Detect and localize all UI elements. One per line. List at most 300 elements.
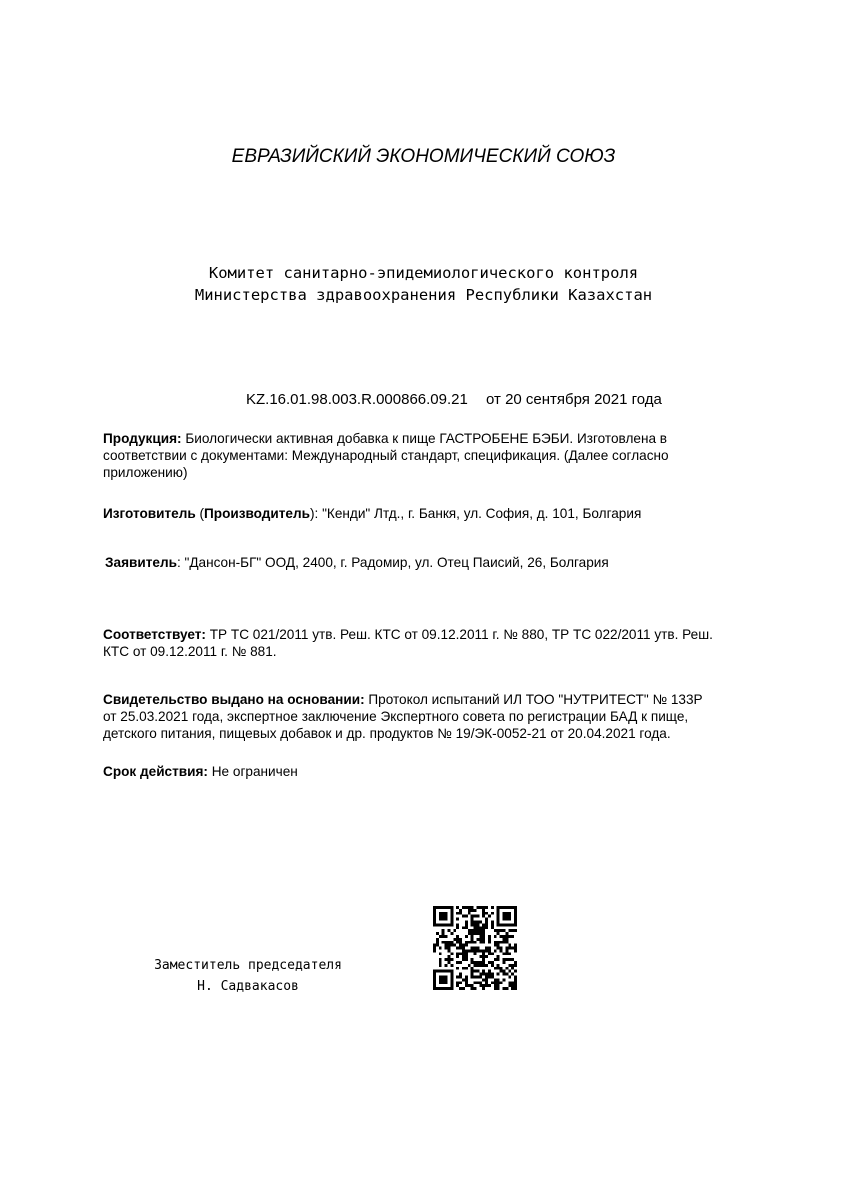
signature-block <box>143 955 353 997</box>
qr-module <box>445 976 448 979</box>
qr-module <box>439 976 442 979</box>
qr-module <box>511 958 514 961</box>
qr-module <box>465 984 468 987</box>
qr-module <box>476 929 479 932</box>
qr-module <box>456 984 459 987</box>
qr-module <box>450 987 453 990</box>
qr-module <box>508 923 511 926</box>
qr-module <box>500 935 503 938</box>
qr-module <box>488 947 491 950</box>
qr-module <box>505 915 508 918</box>
qr-module <box>479 926 482 929</box>
qr-module <box>450 976 453 979</box>
qr-module <box>482 978 485 981</box>
qr-module <box>485 955 488 958</box>
qr-module <box>442 935 445 938</box>
qr-module <box>439 935 442 938</box>
qr-module <box>482 987 485 990</box>
qr-module <box>462 915 465 918</box>
qr-module <box>474 926 477 929</box>
qr-module <box>482 932 485 935</box>
qr-module <box>465 941 468 944</box>
qr-module <box>497 947 500 950</box>
basis-field <box>103 691 718 742</box>
qr-module <box>497 932 500 935</box>
qr-module <box>476 932 479 935</box>
qr-module <box>508 984 511 987</box>
qr-module <box>468 932 471 935</box>
qr-module <box>436 987 439 990</box>
applicant-field: Заявитель: "Дансон-БГ" ООД, 2400, г. Радомир, ул. Отец Паисий, 26, Болгария <box>105 555 609 570</box>
qr-module <box>491 906 494 909</box>
product-label: Продукция: <box>103 431 182 446</box>
qr-module <box>511 964 514 967</box>
qr-module <box>439 981 442 984</box>
qr-module <box>514 915 517 918</box>
qr-module <box>474 961 477 964</box>
qr-module <box>442 941 445 944</box>
qr-module <box>505 932 508 935</box>
qr-module <box>503 941 506 944</box>
qr-module <box>465 906 468 909</box>
qr-module <box>505 918 508 921</box>
qr-module <box>439 964 442 967</box>
qr-module <box>436 932 439 935</box>
qr-module <box>450 912 453 915</box>
qr-module <box>476 926 479 929</box>
qr-module <box>497 981 500 984</box>
qr-module <box>482 909 485 912</box>
qr-module <box>514 964 517 967</box>
qr-module <box>503 987 506 990</box>
qr-module <box>465 949 468 952</box>
qr-module <box>500 923 503 926</box>
qr-module <box>442 918 445 921</box>
qr-module <box>485 947 488 950</box>
qr-module <box>459 973 462 976</box>
qr-module <box>514 918 517 921</box>
qr-module <box>500 949 503 952</box>
qr-module <box>505 967 508 970</box>
committee-line-1: Комитет санитарно-эпидемиологического контроля <box>208 264 639 282</box>
qr-module <box>479 935 482 938</box>
qr-module <box>474 970 477 973</box>
qr-module <box>450 920 453 923</box>
qr-module <box>433 981 436 984</box>
qr-module <box>433 918 436 921</box>
qr-module <box>508 906 511 909</box>
qr-module <box>485 906 488 909</box>
qr-module <box>442 981 445 984</box>
qr-module <box>456 918 459 921</box>
qr-module <box>465 976 468 979</box>
qr-module <box>465 955 468 958</box>
qr-module <box>476 938 479 941</box>
qr-module <box>482 926 485 929</box>
qr-module <box>505 906 508 909</box>
qr-module <box>497 918 500 921</box>
qr-module <box>482 935 485 938</box>
qr-module <box>497 912 500 915</box>
qr-module <box>511 947 514 950</box>
qr-module <box>508 935 511 938</box>
qr-module <box>445 915 448 918</box>
qr-module <box>447 929 450 932</box>
qr-module <box>433 944 436 947</box>
validity-value: Не ограничен <box>211 764 298 779</box>
qr-module <box>433 970 436 973</box>
qr-module <box>508 912 511 915</box>
certificate-date: от 20 сентября 2021 года <box>486 391 662 408</box>
qr-module <box>503 918 506 921</box>
conforms-value: ТР ТС 021/2011 утв. Реш. КТС от 09.12.2011 г. № 880, ТР ТС 022/2011 утв. Реш. КТС от 09.12.2011 г. № 881. <box>103 627 713 659</box>
producer-label: Производитель <box>204 506 310 521</box>
qr-module <box>482 912 485 915</box>
qr-module <box>436 938 439 941</box>
qr-module <box>445 978 448 981</box>
qr-module <box>459 952 462 955</box>
qr-module <box>479 961 482 964</box>
qr-module <box>485 926 488 929</box>
qr-module <box>450 984 453 987</box>
qr-module <box>442 906 445 909</box>
qr-module <box>456 952 459 955</box>
qr-module <box>474 947 477 950</box>
qr-module <box>450 906 453 909</box>
qr-module <box>433 909 436 912</box>
qr-module <box>476 915 479 918</box>
qr-module <box>479 976 482 979</box>
basis-value: Протокол испытаний ИЛ ТОО "НУТРИТЕСТ" № 133Р от 25.03.2021 года, экспертное заключение Экспертного совета по регистрации БАД к пище, детского питания, пищевых добавок и др. продуктов № 19/ЭК-0052-21 от 20.04.2021 года. <box>103 692 703 741</box>
committee-title <box>0 262 847 306</box>
qr-module <box>447 906 450 909</box>
qr-module <box>450 973 453 976</box>
qr-module <box>433 973 436 976</box>
qr-module <box>474 964 477 967</box>
qr-module <box>471 987 474 990</box>
qr-module <box>508 970 511 973</box>
qr-module <box>433 987 436 990</box>
qr-module <box>462 906 465 909</box>
qr-module <box>479 929 482 932</box>
qr-module <box>456 941 459 944</box>
qr-module <box>471 970 474 973</box>
qr-module <box>497 906 500 909</box>
qr-module <box>494 949 497 952</box>
qr-module <box>447 947 450 950</box>
qr-module <box>445 935 448 938</box>
qr-module <box>433 976 436 979</box>
qr-module <box>439 906 442 909</box>
qr-module <box>505 912 508 915</box>
qr-module <box>497 987 500 990</box>
certificate-number: KZ.16.01.98.003.R.000866.09.21 <box>246 391 468 408</box>
qr-module <box>439 958 442 961</box>
qr-module <box>485 923 488 926</box>
manufacturer-label: Изготовитель <box>103 506 196 521</box>
qr-module <box>505 935 508 938</box>
qr-module <box>508 976 511 979</box>
qr-module <box>488 935 491 938</box>
qr-module <box>456 981 459 984</box>
qr-module <box>482 984 485 987</box>
qr-module <box>465 967 468 970</box>
qr-module <box>503 929 506 932</box>
qr-module <box>474 923 477 926</box>
qr-module <box>482 915 485 918</box>
qr-module <box>439 970 442 973</box>
qr-module <box>433 906 436 909</box>
qr-module <box>508 958 511 961</box>
qr-module <box>468 929 471 932</box>
qr-module <box>482 970 485 973</box>
qr-module <box>474 932 477 935</box>
qr-module <box>439 918 442 921</box>
qr-module <box>471 941 474 944</box>
signatory-position: Заместитель председателя <box>154 958 342 973</box>
qr-module <box>485 984 488 987</box>
qr-module <box>494 935 497 938</box>
qr-module <box>508 929 511 932</box>
qr-module <box>471 973 474 976</box>
qr-module <box>511 906 514 909</box>
qr-module <box>494 987 497 990</box>
conforms-field <box>103 626 723 660</box>
qr-module <box>505 923 508 926</box>
qr-module <box>505 973 508 976</box>
qr-module <box>488 938 491 941</box>
qr-module <box>491 920 494 923</box>
qr-module <box>485 912 488 915</box>
qr-module <box>445 941 448 944</box>
qr-module <box>476 981 479 984</box>
qr-module <box>479 938 482 941</box>
qr-module <box>511 923 514 926</box>
qr-module <box>436 923 439 926</box>
qr-module <box>465 923 468 926</box>
qr-module <box>459 981 462 984</box>
manufacturer-value: "Кенди" Лтд., г. Банкя, ул. София, д. 101, Болгария <box>322 506 642 521</box>
qr-module <box>497 920 500 923</box>
qr-module <box>465 920 468 923</box>
qr-module <box>476 964 479 967</box>
qr-module <box>447 941 450 944</box>
qr-module <box>505 987 508 990</box>
qr-module <box>485 981 488 984</box>
qr-module <box>433 949 436 952</box>
qr-module <box>456 955 459 958</box>
qr-module <box>436 906 439 909</box>
qr-module <box>450 978 453 981</box>
qr-module <box>479 941 482 944</box>
qr-module <box>471 929 474 932</box>
qr-module <box>459 938 462 941</box>
qr-module <box>433 947 436 950</box>
qr-module <box>456 923 459 926</box>
qr-module <box>445 923 448 926</box>
qr-module <box>442 970 445 973</box>
qr-module <box>476 961 479 964</box>
qr-module <box>508 947 511 950</box>
qr-module <box>514 920 517 923</box>
product-value: Биологически активная добавка к пище ГАСТРОБЕНЕ БЭБИ. Изготовлена в соответствии с документами: Международный стандарт, спецификация. (Далее согласно приложению) <box>103 431 669 480</box>
qr-module <box>500 906 503 909</box>
qr-module <box>497 923 500 926</box>
qr-module <box>468 984 471 987</box>
qr-module <box>479 964 482 967</box>
qr-module <box>445 918 448 921</box>
qr-module <box>471 935 474 938</box>
qr-module <box>439 947 442 950</box>
basis-label: Свидетельство выдано на основании: <box>103 692 365 707</box>
manufacturer-field: Изготовитель (Производитель): "Кенди" Лтд., г. Банкя, ул. София, д. 101, Болгария <box>103 506 642 521</box>
qr-module <box>462 967 465 970</box>
qr-module <box>491 964 494 967</box>
qr-module <box>442 923 445 926</box>
validity-field <box>103 763 723 780</box>
qr-module <box>471 958 474 961</box>
qr-module <box>439 915 442 918</box>
qr-module <box>514 987 517 990</box>
qr-module <box>465 981 468 984</box>
qr-module <box>447 944 450 947</box>
qr-module <box>494 944 497 947</box>
qr-module <box>459 912 462 915</box>
qr-module <box>511 987 514 990</box>
qr-module <box>465 915 468 918</box>
qr-module <box>456 906 459 909</box>
qr-module <box>442 929 445 932</box>
qr-module <box>433 978 436 981</box>
qr-module <box>514 961 517 964</box>
qr-code-icon <box>433 906 517 990</box>
qr-module <box>442 987 445 990</box>
qr-module <box>456 912 459 915</box>
qr-module <box>456 926 459 929</box>
qr-module <box>439 912 442 915</box>
qr-module <box>433 915 436 918</box>
qr-module <box>462 978 465 981</box>
qr-module <box>474 949 477 952</box>
qr-module <box>494 958 497 961</box>
qr-module <box>511 984 514 987</box>
qr-module <box>508 918 511 921</box>
qr-module <box>465 926 468 929</box>
qr-module <box>442 915 445 918</box>
qr-module <box>459 909 462 912</box>
qr-module <box>459 987 462 990</box>
qr-module <box>488 949 491 952</box>
qr-module <box>471 909 474 912</box>
qr-module <box>471 949 474 952</box>
applicant-value: "Дансон-БГ" ООД, 2400, г. Радомир, ул. Отец Паисий, 26, Болгария <box>184 555 609 570</box>
qr-module <box>503 906 506 909</box>
union-title: ЕВРАЗИЙСКИЙ ЭКОНОМИЧЕСКИЙ СОЮЗ <box>231 146 616 167</box>
qr-module <box>471 976 474 979</box>
qr-module <box>503 935 506 938</box>
signatory-name: Н. Садвакасов <box>197 979 299 994</box>
committee-line-2: Министерства здравоохранения Республики Казахстан <box>194 286 653 304</box>
qr-module <box>447 949 450 952</box>
qr-module <box>468 909 471 912</box>
qr-module <box>500 941 503 944</box>
qr-module <box>471 932 474 935</box>
qr-module <box>471 920 474 923</box>
qr-module <box>497 973 500 976</box>
qr-module <box>508 964 511 967</box>
qr-module <box>468 912 471 915</box>
qr-module <box>445 912 448 915</box>
qr-module <box>491 976 494 979</box>
qr-module <box>433 984 436 987</box>
qr-module <box>474 941 477 944</box>
qr-module <box>447 958 450 961</box>
qr-module <box>456 947 459 950</box>
qr-module <box>482 952 485 955</box>
qr-module <box>476 920 479 923</box>
qr-module <box>456 935 459 938</box>
qr-module <box>482 949 485 952</box>
qr-module <box>476 970 479 973</box>
qr-module <box>474 915 477 918</box>
qr-module <box>471 938 474 941</box>
qr-module <box>445 970 448 973</box>
qr-module <box>488 952 491 955</box>
qr-module <box>468 906 471 909</box>
qr-module <box>447 970 450 973</box>
qr-module <box>491 912 494 915</box>
qr-module <box>462 952 465 955</box>
qr-module <box>508 981 511 984</box>
qr-module <box>491 926 494 929</box>
qr-module <box>450 915 453 918</box>
qr-module <box>445 981 448 984</box>
qr-module <box>459 961 462 964</box>
qr-module <box>479 984 482 987</box>
qr-module <box>514 923 517 926</box>
qr-module <box>465 958 468 961</box>
qr-module <box>445 987 448 990</box>
qr-module <box>453 944 456 947</box>
qr-module <box>482 961 485 964</box>
qr-module <box>476 947 479 950</box>
qr-module <box>494 981 497 984</box>
qr-module <box>503 952 506 955</box>
qr-module <box>479 949 482 952</box>
qr-module <box>503 923 506 926</box>
qr-module <box>433 912 436 915</box>
qr-module <box>505 938 508 941</box>
qr-module <box>491 973 494 976</box>
qr-module <box>453 929 456 932</box>
qr-module <box>500 929 503 932</box>
qr-module <box>503 912 506 915</box>
qr-module <box>494 984 497 987</box>
qr-module <box>482 938 485 941</box>
qr-module <box>479 906 482 909</box>
qr-module <box>476 949 479 952</box>
qr-module <box>462 926 465 929</box>
qr-module <box>471 918 474 921</box>
qr-module <box>456 967 459 970</box>
qr-module <box>511 973 514 976</box>
applicant-label: Заявитель <box>105 555 177 570</box>
qr-module <box>445 947 448 950</box>
qr-module <box>497 978 500 981</box>
qr-module <box>511 967 514 970</box>
qr-module <box>450 932 453 935</box>
qr-module <box>439 978 442 981</box>
